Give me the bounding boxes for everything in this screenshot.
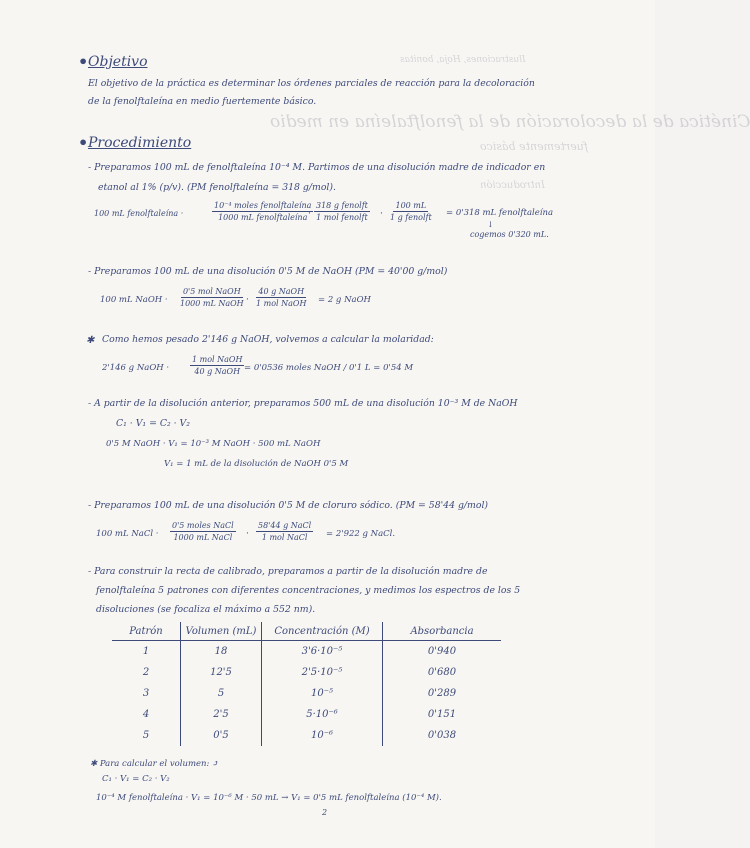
p1-dot-2: · [380,208,383,219]
p1-f3-num: 100 mL [395,201,427,210]
p1-f1-num: 10⁻⁴ moles fenolftaleína [214,201,312,210]
p2-f2-den: 1 mol NaOH [256,299,307,308]
objetivo-line-2: de la fenolftaleína en medio fuertemente básico. [88,96,317,107]
cell-absorbancia: 0'038 [383,725,502,746]
p2-lead: 100 mL NaOH · [100,295,168,305]
cell-absorbancia: 0'680 [383,662,502,683]
cell-concentracion: 2'5·10⁻⁵ [262,662,383,683]
p5-f1-num: 0'5 moles NaCl [172,521,234,530]
p5-f2-den: 1 mol NaCl [261,533,308,542]
cell-patron: 3 [142,688,150,699]
note-line-1: ✱ Para calcular el volumen: ⤴ [90,759,220,769]
p6-line-1: - Para construir la recta de calibrado, preparamos a partir de la disolución madre de [88,566,488,577]
p4-eq3: V₁ = 1 mL de la disolución de NaOH 0'5 M [164,459,349,469]
p1-dot-1: · [308,208,311,219]
p1-result: = 0'318 mL fenolftaleína [446,208,554,218]
p2-f2-num: 40 g NaOH [258,287,305,296]
p3-fraction [190,354,244,377]
procedimiento-heading: Procedimiento [88,135,192,151]
p5-result: = 2'922 g NaCl. [326,529,396,539]
header-volumen: Volumen (mL) [181,622,262,641]
p1-f1-den: 1000 mL fenolftaleína [218,213,308,222]
cell-patron: 5 [142,730,150,741]
cell-absorbancia: 0'151 [383,704,502,725]
cell-absorbancia: 0'289 [383,683,502,704]
cell-concentracion: 10⁻⁶ [262,725,383,746]
header-patron: Patrón [112,622,181,641]
header-concentracion: Concentración (M) [262,622,383,641]
p3-lead: 2'146 g NaOH · [102,363,170,373]
p1-arrow: ↓ [487,220,494,229]
calibration-table [112,622,501,746]
cell-absorbancia: 0'940 [383,641,502,663]
note-line-3: 10⁻⁴ M fenolftaleína · V₁ = 10⁻⁶ M · 50 mL → V₁ = 0'5 mL fenolftaleína (10⁻⁴ M). [96,793,442,803]
cell-patron: 1 [142,646,150,657]
cell-patron: 4 [142,709,150,720]
table-row [112,725,501,746]
table-header-row [112,622,501,641]
p6-line-3: disoluciones (se focaliza el máximo a 552 nm). [96,604,316,615]
p2-f1-den: 1000 mL NaOH [180,299,244,308]
p1-fraction-1 [212,200,313,223]
p1-cogemos: cogemos 0'320 mL. [470,230,549,239]
p3-star: ✱ [86,335,95,346]
header-absorbancia: Absorbancia [383,622,502,641]
objetivo-line-1: El objetivo de la práctica es determinar los órdenes parciales de reacción para la decoloración [88,78,535,89]
p1-line-2: etanol al 1% (p/v). (PM fenolftaleína = 318 g/mol). [98,182,336,193]
p5-f1-den: 1000 mL NaCl [173,533,233,542]
p1-calc-lead: 100 mL fenolftaleína · [94,209,184,218]
p1-f3-den: 1 g fenolft [390,213,432,222]
p2-f1-num: 0'5 mol NaOH [182,287,241,296]
p2-fraction-1 [180,286,244,309]
p2-line: - Preparamos 100 mL de una disolución 0'5 M de NaOH (PM = 40'00 g/mol) [88,266,448,277]
p6-line-2: fenolftaleína 5 patrones con diferentes concentraciones, y medimos los espectros de los 5 [96,585,521,596]
cell-concentracion: 3'6·10⁻⁵ [262,641,383,663]
p2-dot: · [246,294,249,305]
procedimiento-bullet: • [78,133,89,152]
ghost-text-2: Cinética de la decoloración de la fenolftaleína en medio [270,112,750,132]
p1-f2-den: 1 mol fenolft [316,213,368,222]
p1-fraction-2 [314,200,370,223]
cell-volumen: 2'5 [181,704,262,725]
ghost-text-1: Ilustraciones, Hoja, bonitas [400,55,526,65]
p5-lead: 100 mL NaCl · [96,529,159,539]
p1-fraction-3 [390,200,432,223]
p5-fraction-1 [170,520,236,543]
ghost-text-4: Introducción [480,180,545,191]
p2-fraction-2 [256,286,306,309]
ghost-text-3: fuertemente básico [480,140,588,153]
page-number: 2 [322,808,328,817]
table-row [112,683,501,704]
p4-line: - A partir de la disolución anterior, preparamos 500 mL de una disolución 10⁻³ M de NaOH [88,398,518,409]
p2-result: = 2 g NaOH [318,295,371,305]
cell-patron: 2 [142,667,150,678]
cell-concentracion: 10⁻⁵ [262,683,383,704]
objetivo-heading: Objetivo [88,54,148,70]
table-row [112,641,501,663]
p3-result: = 0'0536 moles NaOH / 0'1 L = 0'54 M [244,363,414,373]
p4-eq2: 0'5 M NaOH · V₁ = 10⁻³ M NaOH · 500 mL NaOH [106,439,321,449]
p5-line: - Preparamos 100 mL de una disolución 0'5 M de cloruro sódico. (PM = 58'44 g/mol) [88,500,489,511]
p3-f-den: 40 g NaOH [194,367,241,376]
cell-volumen: 18 [181,641,262,663]
p3-f-num: 1 mol NaOH [192,355,243,364]
table-row [112,704,501,725]
p3-line: Como hemos pesado 2'146 g NaOH, volvemos a calcular la molaridad: [102,334,434,345]
cell-concentracion: 5·10⁻⁶ [262,704,383,725]
note-line-2: C₁ · V₁ = C₂ · V₂ [102,774,170,784]
objetivo-bullet: • [78,52,89,71]
cell-volumen: 12'5 [181,662,262,683]
cell-volumen: 0'5 [181,725,262,746]
p5-fraction-2 [256,520,313,543]
p1-line-1: - Preparamos 100 mL de fenolftaleína 10⁻⁴ M. Partimos de una disolución madre de indicador en [88,162,546,173]
table-row [112,662,501,683]
p4-eq1: C₁ · V₁ = C₂ · V₂ [116,418,190,429]
p5-dot: · [246,528,249,539]
cell-volumen: 5 [181,683,262,704]
p5-f2-num: 58'44 g NaCl [258,521,312,530]
p1-f2-num: 318 g fenolft [316,201,368,210]
